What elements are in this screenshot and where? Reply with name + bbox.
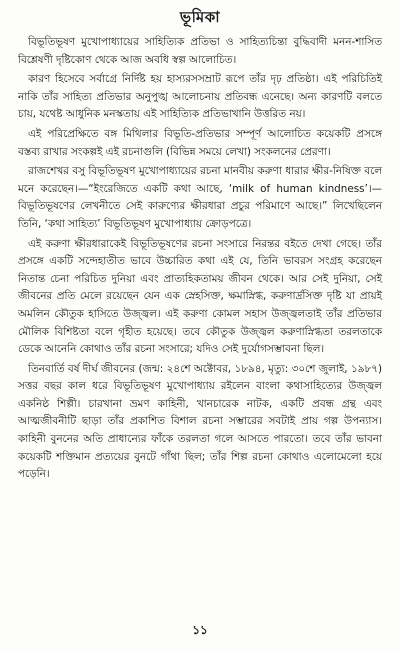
- paragraph-4: রাজশেখর বসু বিভূতিভূষণ মুখোপাধ্যায়ের রচনা মানবীয় করুণা ধারার ক্ষীর-নিষিক্ত বলে মনে করেছেন।—“ইংরেজিতে একটি কথা আছে, ‘milk of human kindness’।—বিভূতিভূষণের লেখনীতে সেই কারুণ্যের ক্ষীরধারা প্রচুর পরিমাণে আছে।” লিখেছিলেন তিনি, ‘কথা সাহিত্য’ বিভূতিভূষণ মুখোপাধ্যায় ক্রোড়পত্রে।: [18, 165, 382, 230]
- paragraph-3: এই পরিপ্রেক্ষিতে বঙ্গ মিথিলার বিভূতি-প্রতিভার সম্পূর্ণ আলোচিত কয়েকটি প্রসঙ্গে বস্তব্য রাখার সংকল্পই এই রচনাগুলি (বিভিন্ন সময়ে লেখা) সংকলনের প্রেরণা।: [18, 127, 382, 158]
- paragraph-2: কারণ হিসেবে সর্বাগ্রে নির্দিষ্ট হয় হাস্যরসসম্রাট রূপে তাঁর দৃঢ় প্রতিষ্ঠা। এই পরিচিতিই নাকি তাঁর সাহিত্য প্রতিভার অনুপুঙ্খ আলোচনায় প্রতিবন্ধ এনেছে। অন্য কারণটি বলতে চায়, যথেষ্ট আধুনিক মনস্কতায় এই সাহিত্যিক প্রতিভাখানি উত্তরিত নয়।: [18, 73, 382, 121]
- paragraph-1: বিভূতিভূষণ মুখোপাধ্যায়ের সাহিত্যিক প্রতিভা ও সাহিত্যচিন্তা বুদ্ধিবাদী মনন-শাসিত বিশ্লেষণী দৃষ্টিকোণ থেকে আজ অবধি স্বল্প আলোচিত।: [18, 36, 382, 66]
- paragraph-5: এই করুণা ক্ষীরধারাকেই বিভূতিভূষণের রচনা সংসারে নিরন্তর বইতে দেখা গেছে। তাঁর প্রসঙ্গে একটি সন্দেহাতীত ভাবে উচ্চারিত কথা এই যে, তিনি ভাবরস সংগ্রহ করেছেন নিতান্ত চেনা পরিচিত দুনিয়া এবং প্রাত্যহিকতাময় জীবন থেকে। আর সেই দুনিয়া, সেই জীবনের প্রতি মেলে রয়েছেন যেন এক স্নেহসিক্ত, ক্ষমাস্নিগ্ধ, করুণার্দ্রসিক্ত দৃষ্টি যা প্রায়ই অমলিন কৌতুক হাসিতে উজ্জ্বল। এই করুণা কোমল সহাস উজ্জ্বলতাই তাঁর প্রতিভার মৌলিক বিশিষ্টতা বলে গৃহীত হয়েছে। তবে কৌতুক উজ্জ্বল করুণাস্নিগ্ধতা তরলতাকে ডেকে আনেনি কোথাও তাঁর রচনা সংসারে; যদিও সেই দুর্যোগসম্ভাবনা ছিল।: [18, 237, 382, 356]
- page-title: ভূমিকা: [179, 8, 221, 26]
- page-number: ১১: [192, 623, 208, 637]
- paragraph-6: তিনবার্তি বর্ষ দীর্ঘ জীবনের (জন্ম: ২৪শে অক্টোবর, ১৮৯৪, মৃত্যু: ৩০শে জুলাই, ১৯৮৭) সত্তর বছর কাল ধরে বিভূতিভূষণ মুখোপাধ্যায় রইলেন বাংলা কথাসাহিত্যের উজ্জ্বল একনিষ্ঠ শিল্পী। চারখানা ভ্রমণ কাহিনী, খানচারেক নাটক, একটি প্রবন্ধ গ্রন্থ এবং আত্মজীবনীটি ছাড়া তাঁর প্রকাশিত বিশাল রচনা সম্ভারের সবটাই প্রায় গল্প উপন্যাস। কাহিনী বুননের অতি প্রাধান্যের ফাঁকে তরলতা গলে আসতে পারতো। তবে তাঁর ভাবনা কয়েকটি শক্তিমান প্রত্যয়ের বুনটে গাঁথা ছিল; তাঁর শিল্প রচনা কোথাও এলোমেলো হয়ে পড়েনি।: [18, 362, 382, 481]
- body-text: [18, 34, 382, 484]
